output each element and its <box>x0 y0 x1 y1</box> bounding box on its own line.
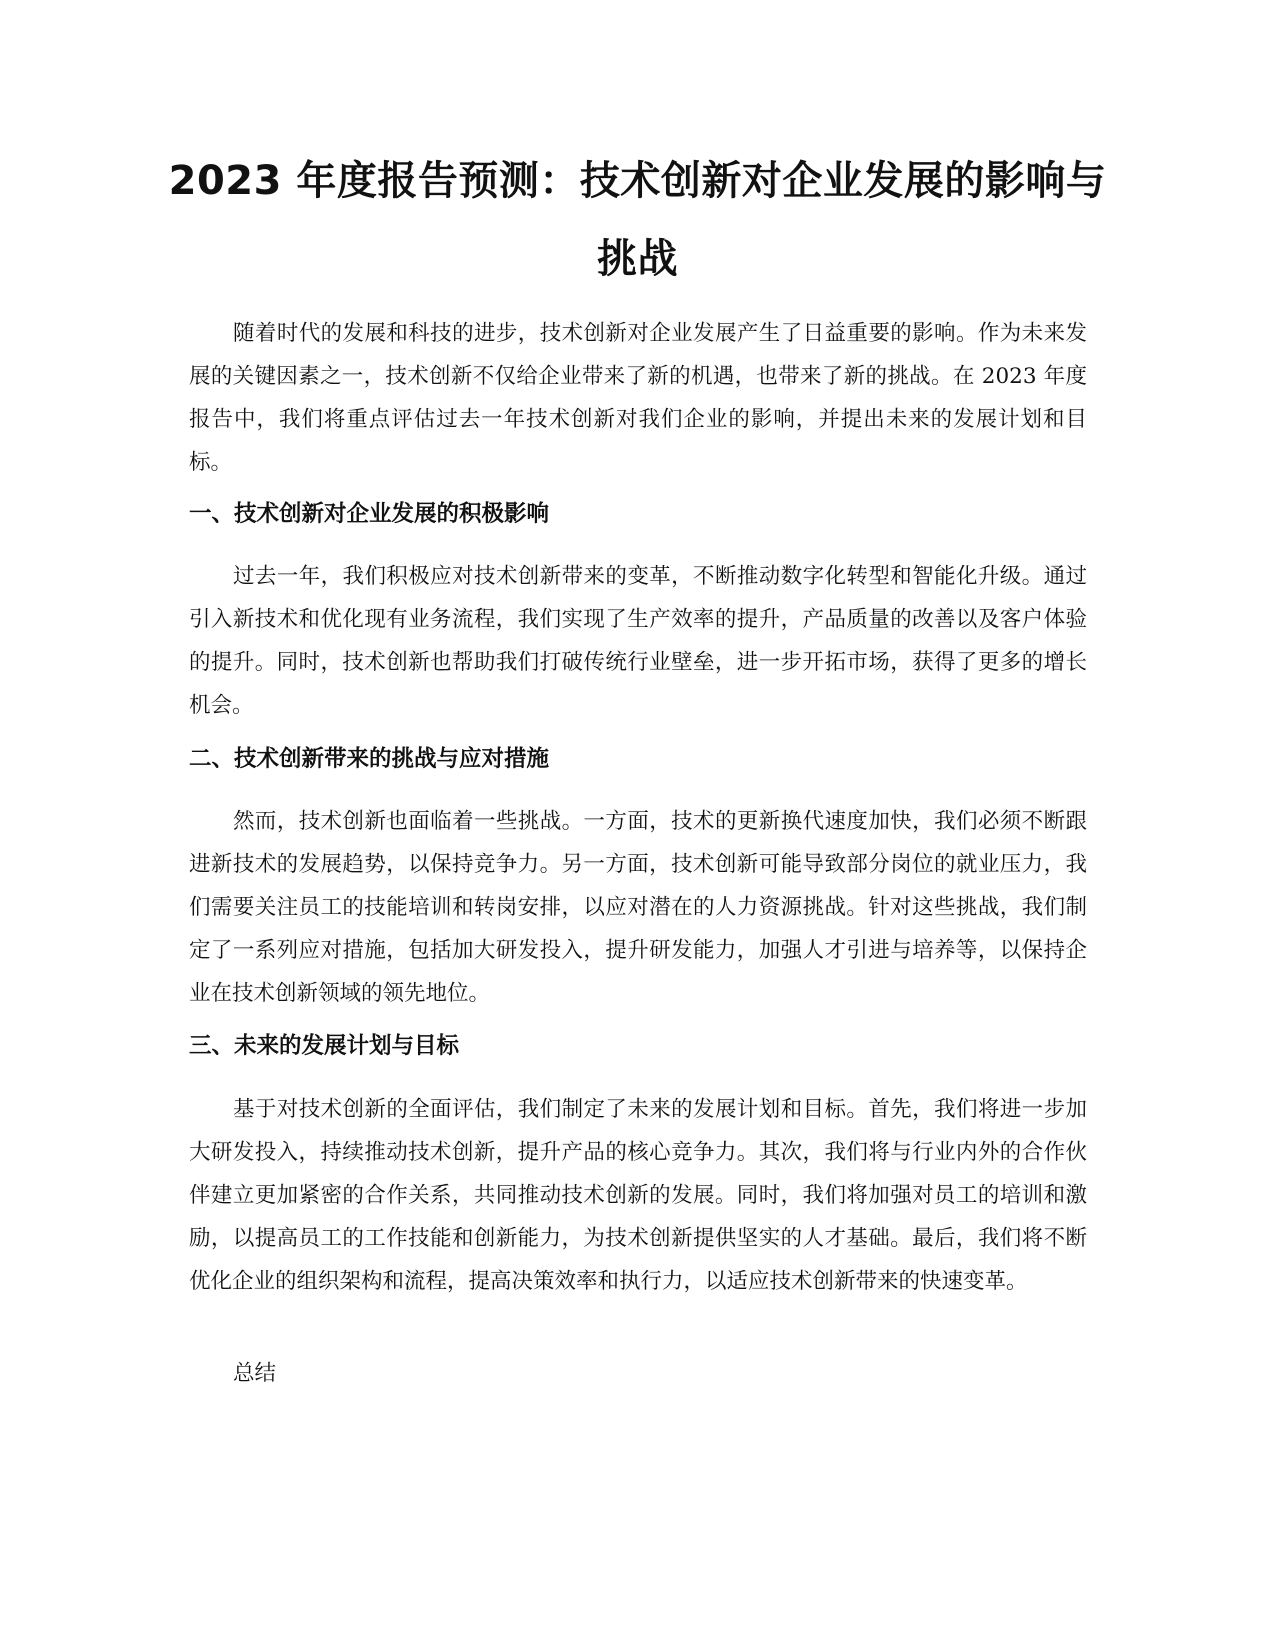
section-3-heading: 三、未来的发展计划与目标 <box>189 1033 460 1059</box>
section-3-paragraph: 基于对技术创新的全面评估，我们制定了未来的发展计划和目标。首先，我们将进一步加大研发投入，持续推动技术创新，提升产品的核心竞争力。其次，我们将与行业内外的合作伙伴建立更加紧密的合作关系，共同推动技术创新的发展。同时，我们将加强对员工的培训和激励，以提高员工的工作技能和创新能力，为技术创新提供坚实的人才基础。最后，我们将不断优化企业的组织架构和流程，提高决策效率和执行力，以适应技术创新带来的快速变革。 <box>189 1097 1087 1294</box>
section-1-paragraph: 过去一年，我们积极应对技术创新带来的变革，不断推动数字化转型和智能化升级。通过引入新技术和优化现有业务流程，我们实现了生产效率的提升，产品质量的改善以及客户体验的提升。同时，技术创新也帮助我们打破传统行业壁垒，进一步开拓市场，获得了更多的增长机会。 <box>189 564 1087 718</box>
section-1-heading: 一、技术创新对企业发展的积极影响 <box>189 501 550 527</box>
section-2-paragraph: 然而，技术创新也面临着一些挑战。一方面，技术的更新换代速度加快，我们必须不断跟进新技术的发展趋势，以保持竞争力。另一方面，技术创新可能导致部分岗位的就业压力，我们需要关注员工的技能培训和转岗安排，以应对潜在的人力资源挑战。针对这些挑战，我们制定了一系列应对措施，包括加大研发投入，提升研发能力，加强人才引进与培养等，以保持企业在技术创新领域的领先地位。 <box>189 809 1087 1006</box>
intro-paragraph: 随着时代的发展和科技的进步，技术创新对企业发展产生了日益重要的影响。作为未来发展的关键因素之一，技术创新不仅给企业带来了新的机遇，也带来了新的挑战。在 2023 年度报告中，我们将重点评估过去一年技术创新对我们企业的影响，并提出未来的发展计划和目标。 <box>189 321 1087 475</box>
closing-paragraph: 总结 <box>233 1361 277 1386</box>
document-title: 2023 年度报告预测：技术创新对企业发展的影响与挑战 <box>168 158 1107 282</box>
section-2-heading: 二、技术创新带来的挑战与应对措施 <box>189 746 550 772</box>
